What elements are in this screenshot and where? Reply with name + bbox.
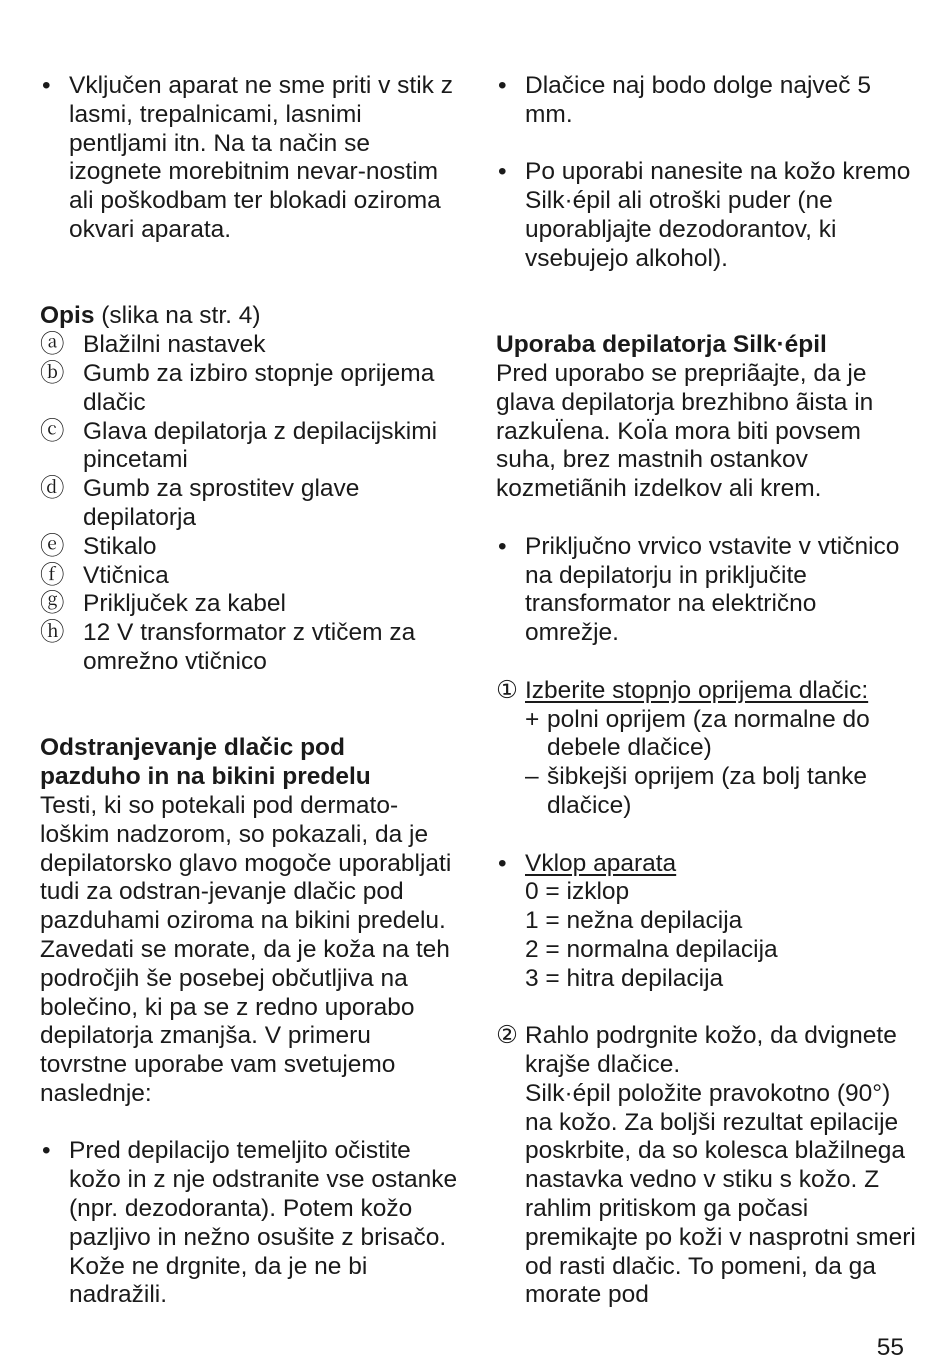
option-weak-grip [525,763,916,821]
minus-sign: – [525,763,539,791]
underarm-section [40,734,460,1310]
switch-level-2: 2 = normalna depilacija [525,935,778,963]
legend-item-h [40,619,460,677]
legend-item-g [40,590,460,619]
option-weak-grip-text: šibkejši oprijem (za bolj tanke dlačice) [547,763,867,819]
switch-level-1: 1 = nežna depilacija [525,907,743,935]
legend-text: Blažilni nastavek [83,331,266,359]
legend-text: Glava depilatorja z depilacijskimi pincetami [83,417,438,474]
left-column [40,72,460,1310]
description-subtitle: (slika na str. 4) [94,302,261,330]
step-2-number: ② [496,1022,518,1050]
page-number: 55 [876,1334,904,1361]
description-section [40,302,460,676]
legend-text: Stikalo [83,532,157,560]
description-title: Opis [40,302,95,330]
step-1-title: Izberite stopnjo oprijema dlačic: [525,676,869,704]
step-2-line1: Rahlo podrgnite kožo, da dvignete krajše dlačice. [525,1022,897,1079]
safety-bullet [40,72,460,245]
right-column [496,72,916,1310]
underarm-bullet [40,1137,460,1310]
description-heading [40,302,460,331]
switch-level-3: 3 = hitra depilacija [525,964,724,992]
step-1 [496,677,916,821]
legend-mark: ⓖ [40,590,65,618]
legend-mark: ⓗ [40,619,65,647]
legend-text: Gumb za izbiro stopnje oprijema dlačic [83,359,435,416]
aftercare-text: Po uporabi nanesite na kožo kremo Silk·épil ali otroški puder (ne uporabljajte dezodorantov, ki vsebujejo alkohol). [525,158,911,272]
plug-in-bullet [496,533,916,648]
underarm-bullet-text: Pred depilacijo temeljito očistite kožo in z nje odstranite vse ostanke (npr. dezodoranta). Potem kožo pazljivo in nežno osušite z brisačo. Kože ne drgnite, da je ne bi nadražili. [69,1137,458,1309]
bullet-dot: • [498,158,507,186]
legend-mark: ⓕ [40,561,65,589]
legend-mark: ⓒ [40,417,65,445]
legend-mark: ⓐ [40,331,65,359]
bullet-dot: • [42,72,51,99]
legend-mark: ⓑ [40,359,65,387]
legend-item-c [40,418,460,476]
legend-text: Vtičnica [83,561,169,589]
bullet-dot: • [498,72,507,99]
legend-text: Priključek za kabel [83,590,286,618]
usage-section [496,331,916,648]
plug-in-text: Priključno vrvico vstavite v vtičnico na depilatorju in priključite transformator na električno omrežje. [525,532,900,647]
step-2 [496,1022,916,1310]
step-2-line2: Silk·épil položite pravokotno (90°) na kožo. Za boljši rezultat epilacije poskrbite, da so kolesca blažilnega nastavka vedno v stiku s kožo. Z rahlim pritiskom ga počasi premikajte po koži v nasprotni smeri od rasti dlačic. To pomeni, da ga morate pod [525,1079,916,1309]
bullet-dot: • [498,849,507,877]
hair-length-text: Dlačice naj bodo dolge največ 5 mm. [525,72,871,128]
safety-text: Vključen aparat ne sme priti v stik z lasmi, trepalnicami, lasnimi pentljami itn. Na ta način se izognete morebitnim nevar-nostim ali poškodbam ter blokadi oziroma okvari aparata. [69,72,453,243]
underarm-heading-line1: Odstranjevanje dlačic pod [40,734,345,762]
legend-item-d [40,475,460,533]
usage-heading: Uporaba depilatorja Silk·épil [496,331,827,359]
legend-item-e [40,533,460,562]
legend-item-a [40,331,460,360]
option-full-grip [525,706,916,764]
legend-mark: ⓔ [40,532,65,560]
legend-item-f [40,562,460,591]
legend-mark: ⓓ [40,475,65,503]
plus-sign: + [525,705,540,733]
step-1-number: ① [496,676,518,704]
switch-bullet [496,850,916,994]
legend-text: Gumb za sprostitev glave depilatorja [83,475,360,531]
hair-length-bullet [496,72,916,130]
underarm-heading-line2: pazduho in na bikini predelu [40,763,371,791]
option-full-grip-text: polni oprijem (za normalne do debele dlačice) [547,705,870,762]
switch-level-0: 0 = izklop [525,878,630,906]
legend-item-b [40,360,460,418]
aftercare-bullet [496,158,916,273]
switch-title: Vklop aparata [525,849,677,877]
underarm-body: Testi, ki so potekali pod dermato-loškim nadzorom, so pokazali, da je depilatorsko glavo mogoče uporabljati tudi za odstran-jevanje dlačic pod pazduhami oziroma na bikini predelu. Zavedati se morate, da je koža na teh področjih še posebej občutljiva na bolečino, ki pa se z redno uporabo depilatorja zmanjša. V primeru tovrstne uporabe vam svetujemo naslednje: [40,791,452,1107]
bullet-dot: • [42,1137,51,1165]
usage-body: Pred uporabo se prepriãajte, da je glava depilatorja brezhibno ãista in razkuÏena. KoÏa mora biti povsem suha, brez mastnih ostankov kozmetiãnih izdelkov ali krem. [496,359,874,503]
bullet-dot: • [498,532,507,560]
legend-text: 12 V transformator z vtičem za omrežno vtičnico [83,619,416,675]
